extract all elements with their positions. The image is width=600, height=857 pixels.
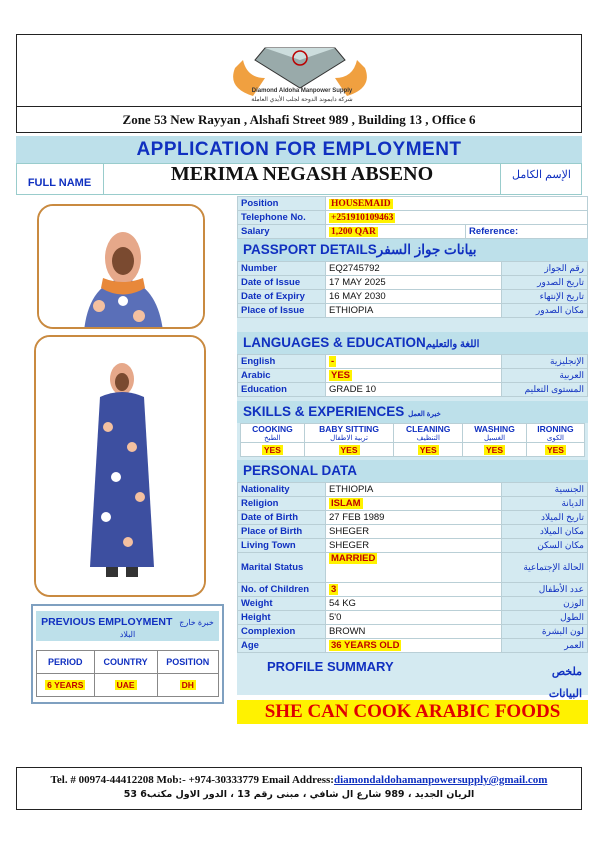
languages-heading-ar: اللغة والتعليم bbox=[425, 339, 480, 350]
passport-number-label: Number bbox=[238, 262, 326, 276]
nationality-label: Nationality bbox=[238, 483, 326, 497]
english-ar: الإنجليزية bbox=[502, 355, 588, 369]
marital-status-value: MARRIED bbox=[331, 553, 376, 564]
personal-row bbox=[238, 497, 588, 511]
personal-heading: PERSONAL DATA bbox=[237, 460, 588, 482]
company-address: Zone 53 New Rayyan , Alshafi Street 989 , Building 13 , Office 6 bbox=[16, 106, 582, 133]
dob-label: Date of Birth bbox=[238, 511, 326, 525]
children-label: No. of Children bbox=[238, 583, 326, 597]
skill-ironing-value: YES bbox=[546, 444, 564, 455]
education-value: GRADE 10 bbox=[326, 383, 502, 397]
personal-row bbox=[238, 483, 588, 497]
weight-value: 54 KG bbox=[326, 597, 502, 611]
passport-table bbox=[237, 261, 588, 318]
passport-heading bbox=[237, 239, 588, 261]
company-name-ar: شركة دايموند الدوحة لجلب الأيدي العاملة bbox=[251, 97, 353, 103]
complexion-ar: لون البشرة bbox=[502, 625, 588, 639]
issue-date-ar: تاريخ الصدور bbox=[502, 276, 588, 290]
pob-label: Place of Birth bbox=[238, 525, 326, 539]
height-ar: الطول bbox=[502, 611, 588, 625]
issue-date-value: 17 MAY 2025 bbox=[326, 276, 502, 290]
language-row bbox=[238, 369, 588, 383]
previous-employment-header bbox=[36, 611, 219, 641]
salary-value: 1,200 QAR bbox=[331, 227, 376, 237]
arabic-label: Arabic bbox=[238, 369, 326, 383]
col-position: POSITION bbox=[157, 651, 218, 674]
personal-row bbox=[238, 553, 588, 583]
prev-position: DH bbox=[181, 680, 194, 690]
language-row bbox=[238, 383, 588, 397]
weight-label: Weight bbox=[238, 597, 326, 611]
education-label: Education bbox=[238, 383, 326, 397]
personal-row bbox=[238, 611, 588, 625]
reference-label: Reference: bbox=[466, 225, 588, 239]
passport-heading-en: PASSPORT DETAILS bbox=[243, 242, 377, 257]
arabic-ar: العربية bbox=[502, 369, 588, 383]
personal-row bbox=[238, 525, 588, 539]
living-town-label: Living Town bbox=[238, 539, 326, 553]
personal-row bbox=[238, 625, 588, 639]
footer-contact: Tel. # 00974-44412208 Mob:- +974-30333779 Email Address: bbox=[50, 774, 334, 786]
passport-heading-ar: بيانات جواز السفر bbox=[376, 242, 477, 257]
page-title: APPLICATION FOR EMPLOYMENT bbox=[16, 136, 582, 163]
company-name-en: Diamond Aldoha Manpower Supply bbox=[251, 88, 353, 94]
religion-value: ISLAM bbox=[331, 498, 361, 509]
place-of-issue-ar: مكان الصدور bbox=[502, 304, 588, 318]
skill-baby-sitting: BABY SITTING تربية الاطفال bbox=[304, 424, 394, 443]
full-name-label-ar: الإسم الكامل bbox=[500, 163, 582, 195]
skill-cooking: COOKING الطبخ bbox=[241, 424, 305, 443]
personal-row bbox=[238, 639, 588, 653]
previous-employment-heading-ar: خبرة خارج البلاد bbox=[119, 618, 214, 639]
languages-heading bbox=[237, 332, 588, 354]
prev-country: UAE bbox=[116, 680, 135, 690]
dob-value: 27 FEB 1989 bbox=[326, 511, 502, 525]
religion-ar: الديانة bbox=[502, 497, 588, 511]
age-label: Age bbox=[238, 639, 326, 653]
complexion-value: BROWN bbox=[326, 625, 502, 639]
details-panel bbox=[237, 196, 588, 700]
personal-row bbox=[238, 511, 588, 525]
passport-row bbox=[238, 304, 588, 318]
position-row bbox=[238, 197, 588, 211]
passport-row bbox=[238, 276, 588, 290]
issue-date-label: Date of Issue bbox=[238, 276, 326, 290]
profile-summary-heading: PROFILE SUMMARY bbox=[267, 659, 394, 674]
skill-cleaning: CLEANING التنظيف bbox=[394, 424, 463, 443]
footer-line-1 bbox=[17, 774, 581, 786]
pob-ar: مكان الميلاد bbox=[502, 525, 588, 539]
profile-summary-text: SHE CAN COOK ARABIC FOODS bbox=[237, 700, 588, 724]
marital-status-ar: الحالة الإجتماعية bbox=[502, 553, 588, 583]
passport-number-value: EQ2745792 bbox=[326, 262, 502, 276]
place-of-issue-value: ETHIOPIA bbox=[326, 304, 502, 318]
age-value: 36 YEARS OLD bbox=[331, 640, 400, 651]
pob-value: SHEGER bbox=[326, 525, 502, 539]
skill-cleaning-value: YES bbox=[419, 444, 437, 455]
salary-label: Salary bbox=[238, 225, 326, 239]
footer bbox=[16, 767, 582, 810]
profile-summary-heading-ar: ملخص البيانات bbox=[548, 666, 582, 700]
portrait-photo bbox=[37, 204, 205, 329]
expiry-date-value: 16 MAY 2030 bbox=[326, 290, 502, 304]
height-label: Height bbox=[238, 611, 326, 625]
previous-employment-heading: PREVIOUS EMPLOYMENT bbox=[41, 616, 173, 628]
profile-summary-header bbox=[237, 653, 588, 699]
position-value: HOUSEMAID bbox=[331, 199, 391, 209]
personal-table bbox=[237, 482, 588, 653]
height-value: 5'0 bbox=[326, 611, 502, 625]
previous-employment-table bbox=[36, 650, 219, 697]
passport-row bbox=[238, 290, 588, 304]
skill-baby-sitting-value: YES bbox=[340, 444, 358, 455]
passport-number-ar: رقم الجواز bbox=[502, 262, 588, 276]
arabic-value: YES bbox=[331, 370, 351, 381]
skills-heading-ar: خبرة العمل bbox=[408, 411, 441, 418]
full-name-label: FULL NAME bbox=[16, 163, 104, 195]
telephone-label: Telephone No. bbox=[238, 211, 326, 225]
expiry-date-label: Date of Expiry bbox=[238, 290, 326, 304]
complexion-label: Complexion bbox=[238, 625, 326, 639]
personal-row bbox=[238, 597, 588, 611]
marital-status-label: Marital Status bbox=[238, 553, 326, 583]
personal-row bbox=[238, 539, 588, 553]
salary-row bbox=[238, 225, 588, 239]
living-town-value: SHEGER bbox=[326, 539, 502, 553]
weight-ar: الوزن bbox=[502, 597, 588, 611]
languages-table bbox=[237, 354, 588, 397]
telephone-row bbox=[238, 211, 588, 225]
dob-ar: تاريخ الميلاد bbox=[502, 511, 588, 525]
prev-period: 6 YEARS bbox=[47, 680, 84, 690]
col-country: COUNTRY bbox=[94, 651, 157, 674]
languages-heading-en: LANGUAGES & EDUCATION bbox=[243, 335, 426, 350]
children-ar: عدد الأطفال bbox=[502, 583, 588, 597]
col-period: PERIOD bbox=[37, 651, 95, 674]
children-value: 3 bbox=[331, 584, 337, 595]
full-name-value: MERIMA NEGASH ABSENO bbox=[170, 163, 434, 185]
position-label: Position bbox=[238, 197, 326, 211]
education-ar: المستوى التعليم bbox=[502, 383, 588, 397]
skills-heading-en: SKILLS & EXPERIENCES bbox=[243, 404, 405, 419]
skill-washing: WASHING الغسيل bbox=[463, 424, 527, 443]
footer-email-link[interactable]: diamondaldohamanpowersupply@gmail.com bbox=[333, 774, 548, 786]
nationality-ar: الجنسية bbox=[502, 483, 588, 497]
place-of-issue-label: Place of Issue bbox=[238, 304, 326, 318]
religion-label: Religion bbox=[238, 497, 326, 511]
top-info-table bbox=[237, 196, 588, 239]
expiry-date-ar: تاريخ الإنتهاء bbox=[502, 290, 588, 304]
skills-table bbox=[240, 423, 585, 457]
age-ar: العمر bbox=[502, 639, 588, 653]
personal-row bbox=[238, 583, 588, 597]
language-row bbox=[238, 355, 588, 369]
telephone-value: +251910109463 bbox=[331, 213, 394, 223]
nationality-value: ETHIOPIA bbox=[326, 483, 502, 497]
skill-ironing: IRONING الكوى bbox=[526, 424, 584, 443]
passport-row bbox=[238, 262, 588, 276]
english-value: - bbox=[331, 356, 335, 367]
living-town-ar: مكان السكن bbox=[502, 539, 588, 553]
english-label: English bbox=[238, 355, 326, 369]
full-body-photo bbox=[34, 335, 206, 597]
skill-cooking-value: YES bbox=[263, 444, 281, 455]
skill-washing-value: YES bbox=[485, 444, 503, 455]
skills-heading bbox=[237, 401, 588, 423]
footer-arabic-address: 53 الريان الجديد ، 989 شارع ال شافي ، مبنى رقم 13 ، الدور الاول مكتب6 bbox=[123, 789, 475, 800]
